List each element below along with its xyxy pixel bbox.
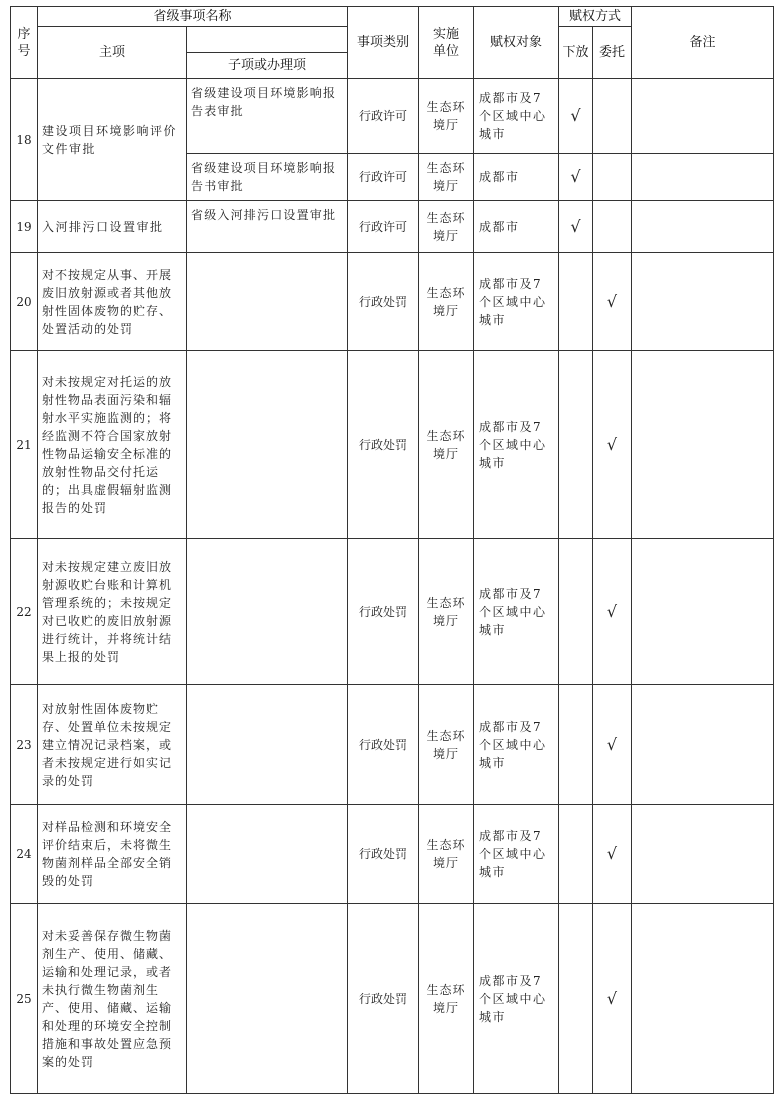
remarks-cell [632,539,774,685]
agency-cell: 生态环境厅 [419,904,474,1094]
header-entrust: 委托 [593,27,632,79]
row-number: 25 [11,904,38,1094]
delegation-table [10,6,774,1094]
row-number: 23 [11,685,38,805]
category-cell: 行政处罚 [348,904,419,1094]
category-cell: 行政处罚 [348,685,419,805]
header-main-item: 主项 [38,27,187,79]
category-cell: 行政许可 [348,201,419,253]
row-number: 21 [11,351,38,539]
delegate-down-check [559,539,593,685]
target-cell: 成都市及7个区域中心城市 [474,79,559,154]
row-number: 19 [11,201,38,253]
sub-item-cell: 省级入河排污口设置审批 [187,201,348,253]
main-item-cell: 对样品检测和环境安全评价结束后，未将微生物菌剂样品全部安全销毁的处罚 [38,805,187,904]
sub-item-cell: 省级建设项目环境影响报告表审批 [187,79,348,154]
category-cell: 行政处罚 [348,351,419,539]
remarks-cell [632,805,774,904]
entrust-check: √ [593,351,632,539]
table-row-24 [11,805,774,904]
header-seq: 序号 [11,7,38,79]
entrust-check [593,79,632,154]
row-number: 20 [11,253,38,351]
agency-cell: 生态环境厅 [419,351,474,539]
delegate-down-check [559,904,593,1094]
delegate-down-check [559,351,593,539]
table-row-18 [11,79,774,154]
header-method-group: 赋权方式 [559,7,632,27]
remarks-cell [632,351,774,539]
delegate-down-check: √ [559,154,593,201]
header-sub-top [187,27,348,53]
target-cell: 成都市及7个区域中心城市 [474,253,559,351]
entrust-check: √ [593,539,632,685]
sub-item-cell: 省级建设项目环境影响报告书审批 [187,154,348,201]
table-row-25 [11,904,774,1094]
table-row-22 [11,539,774,685]
category-cell: 行政处罚 [348,253,419,351]
entrust-check [593,154,632,201]
remarks-cell [632,685,774,805]
header-agency: 实施单位 [419,7,474,79]
table-row-19 [11,201,774,253]
main-item-cell: 对不按规定从事、开展废旧放射源或者其他放射性固体废物的贮存、处置活动的处罚 [38,253,187,351]
main-item-cell: 入河排污口设置审批 [38,201,187,253]
main-item-cell: 对放射性固体废物贮存、处置单位未按规定建立情况记录档案，或者未按规定进行如实记录的处罚 [38,685,187,805]
agency-cell: 生态环境厅 [419,154,474,201]
sub-item-cell [187,253,348,351]
entrust-check: √ [593,685,632,805]
sub-item-cell [187,539,348,685]
header-category: 事项类别 [348,7,419,79]
table-row-21 [11,351,774,539]
target-cell: 成都市及7个区域中心城市 [474,805,559,904]
target-cell: 成都市及7个区域中心城市 [474,904,559,1094]
target-cell: 成都市 [474,201,559,253]
remarks-cell [632,904,774,1094]
delegate-down-check [559,805,593,904]
table-row-20 [11,253,774,351]
sub-item-cell [187,685,348,805]
sub-item-cell [187,805,348,904]
category-cell: 行政处罚 [348,539,419,685]
entrust-check [593,201,632,253]
target-cell: 成都市及7个区域中心城市 [474,351,559,539]
agency-cell: 生态环境厅 [419,253,474,351]
delegate-down-check [559,685,593,805]
row-number: 22 [11,539,38,685]
table-row-23 [11,685,774,805]
delegate-down-check: √ [559,79,593,154]
category-cell: 行政许可 [348,154,419,201]
target-cell: 成都市及7个区域中心城市 [474,685,559,805]
delegate-down-check [559,253,593,351]
entrust-check: √ [593,904,632,1094]
agency-cell: 生态环境厅 [419,201,474,253]
target-cell: 成都市及7个区域中心城市 [474,539,559,685]
entrust-check: √ [593,253,632,351]
header-remarks: 备注 [632,7,774,79]
main-item-cell: 对未按规定对托运的放射性物品表面污染和辐射水平实施监测的；将经监测不符合国家放射性物品运输安全标准的放射性物品交付托运的；出具虚假辐射监测报告的处罚 [38,351,187,539]
sub-item-cell [187,904,348,1094]
remarks-cell [632,201,774,253]
header-delegate-down: 下放 [559,27,593,79]
agency-cell: 生态环境厅 [419,805,474,904]
sub-item-cell [187,351,348,539]
remarks-cell [632,253,774,351]
row-number: 18 [11,79,38,201]
delegate-down-check: √ [559,201,593,253]
main-item-cell: 对未按规定建立废旧放射源收贮台账和计算机管理系统的；未按规定对已收贮的废旧放射源进行统计，并将统计结果上报的处罚 [38,539,187,685]
agency-cell: 生态环境厅 [419,539,474,685]
header-sub-item: 子项或办理项 [187,53,348,79]
main-item-cell: 建设项目环境影响评价文件审批 [38,79,187,201]
agency-cell: 生态环境厅 [419,685,474,805]
category-cell: 行政许可 [348,79,419,154]
row-number: 24 [11,805,38,904]
category-cell: 行政处罚 [348,805,419,904]
agency-cell: 生态环境厅 [419,79,474,154]
target-cell: 成都市 [474,154,559,201]
remarks-cell [632,79,774,154]
header-item-name-group: 省级事项名称 [38,7,348,27]
entrust-check: √ [593,805,632,904]
main-item-cell: 对未妥善保存微生物菌剂生产、使用、储藏、运输和处理记录，或者未执行微生物菌剂生产、使用、储藏、运输和处理的环境安全控制措施和事故处置应急预案的处罚 [38,904,187,1094]
header-target: 赋权对象 [474,7,559,79]
remarks-cell [632,154,774,201]
